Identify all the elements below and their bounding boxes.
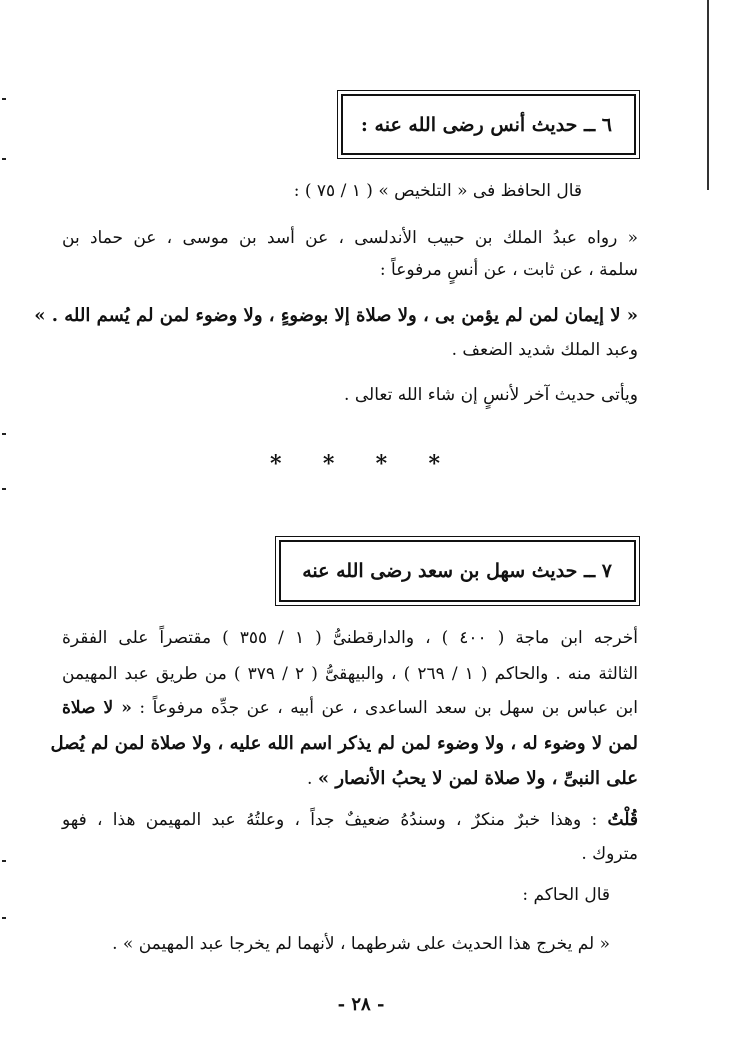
hadith-text: « لا إيمان لمن لم يؤمن بى ، ولا صلاة إلا بوضوءٍ ، ولا وضوء لمن لم يُسم الله . » [34, 305, 638, 326]
hadith-line: لمن لا وضوء له ، ولا وضوء لمن لم يذكر اسم الله عليه ، ولا صلاة لمن لم يُصل [50, 733, 638, 754]
star: * [375, 451, 388, 477]
qultu-label: قُلْتُ [607, 810, 638, 830]
grading-text: وعبد الملك شديد الضعف . [451, 340, 638, 360]
narration-line: « رواه عبدُ الملك بن حبيب الأندلسى ، عن أسد بن موسى ، عن حماد بن [62, 228, 638, 248]
star: * [322, 451, 335, 477]
margin-mark [2, 917, 6, 919]
body-line [62, 698, 638, 718]
margin-mark [2, 433, 6, 435]
margin-mark [2, 158, 6, 160]
page-edge-line [707, 0, 709, 190]
chain-text: ابن عباس بن سهل بن سعد الساعدى ، عن أبيه ، عن جدِّه مرفوعاً : [139, 698, 638, 718]
section6-heading [341, 94, 636, 155]
note-text: ويأتى حديث آخر لأنسٍ إن شاء الله تعالى . [344, 385, 638, 405]
star: * [270, 451, 282, 477]
hadith-end: على النبىِّ ، ولا صلاة لمن لا يحبُ الأنصار » [317, 768, 638, 789]
body-line: الثالثة منه . والحاكم ( ١ / ٢٦٩ ) ، والبيهقىُّ ( ٢ / ٣٧٩ ) من طريق عبد المهيمن [62, 664, 638, 684]
hadith-start: « لا صلاة [62, 698, 132, 718]
hakim-intro: قال الحاكم : [522, 885, 610, 905]
comment-text: : وهذا خبرٌ منكرٌ ، وسندُهُ ضعيفٌ جداً ، وعلتُهُ عبد المهيمن هذا ، فهو [62, 810, 598, 830]
hakim-quote: « لم يخرج هذا الحديث على شرطهما ، لأنهما لم يخرجا عبد المهيمن » . [112, 934, 610, 954]
margin-mark [2, 860, 6, 862]
comment-end: متروك . [581, 844, 638, 864]
hadith-line [307, 768, 638, 790]
comment-line [62, 810, 638, 830]
star-separator [270, 451, 440, 477]
section7-heading-text: ٧ ــ حديث سهل بن سعد رضى الله عنه [302, 560, 612, 582]
margin-mark [2, 98, 6, 100]
section7-heading [279, 540, 636, 602]
narration-line: سلمة ، عن ثابت ، عن أنسٍ مرفوعاً : [379, 260, 638, 280]
body-line: أخرجه ابن ماجة ( ٤٠٠ ) ، والدارقطنىُّ ( ١ / ٣٥٥ ) مقتصراً على الفقرة [62, 628, 638, 648]
period: . [307, 769, 313, 789]
page-number: - ٢٨ - [337, 994, 385, 1015]
source-intro: قال الحافظ فى « التلخيص » ( ١ / ٧٥ ) : [293, 181, 582, 201]
margin-mark [2, 488, 6, 490]
star: * [428, 451, 440, 477]
section6-heading-text: ٦ ــ حديث أنس رضى الله عنه : [360, 113, 612, 136]
